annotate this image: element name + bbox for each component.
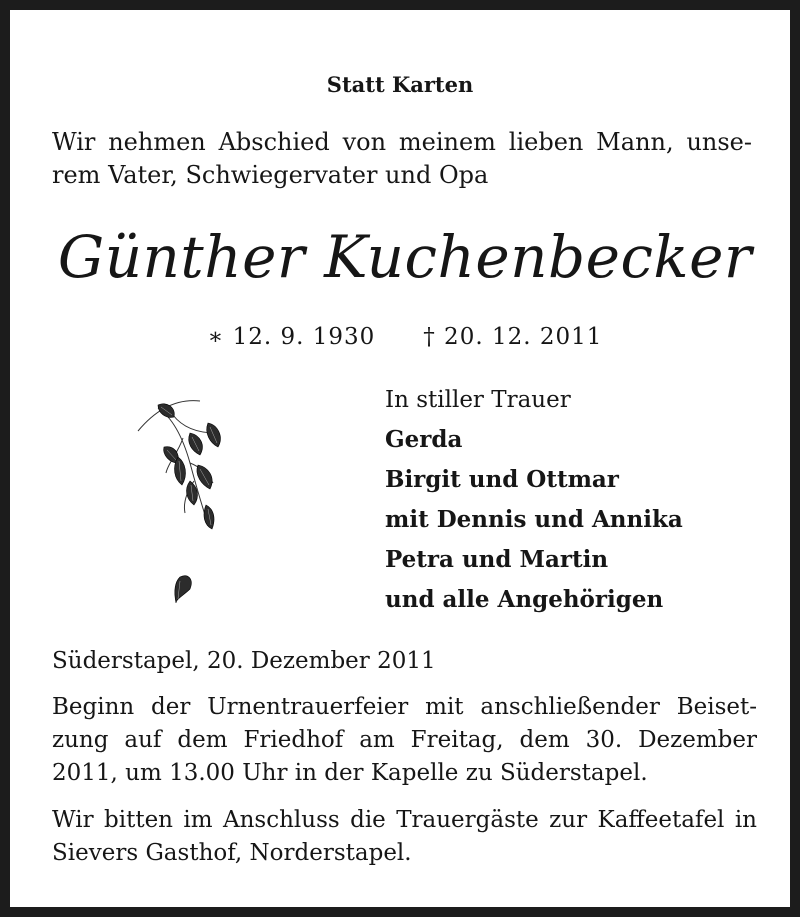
place-and-date: Süderstapel, 20. Dezember 2011 bbox=[52, 648, 436, 674]
service-info bbox=[52, 691, 757, 790]
service-line: Beginn der Urnentrauerfeier mit anschließender Beiset- bbox=[52, 694, 757, 720]
intro-line: Wir nehmen Abschied von meinem lieben Mann, unse- bbox=[52, 128, 752, 156]
intro-line: rem Vater, Schwiegervater und Opa bbox=[52, 161, 489, 189]
deceased-name: Günther Kuchenbecker bbox=[57, 223, 753, 291]
mourner-name: mit Dennis und Annika bbox=[385, 506, 683, 533]
intro-text bbox=[52, 126, 752, 192]
death-date: † 20. 12. 2011 bbox=[423, 324, 603, 350]
mourner-name: Birgit und Ottmar bbox=[385, 466, 619, 493]
service-line: 2011, um 13.00 Uhr in der Kapelle zu Süderstapel. bbox=[52, 760, 648, 786]
invitation-line: Wir bitten im Anschluss die Trauergäste zur Kaffeetafel in bbox=[52, 807, 757, 833]
mourner-name: Petra und Martin bbox=[385, 546, 609, 573]
birch-branch-icon bbox=[128, 393, 238, 613]
mourner-name: und alle Angehörigen bbox=[385, 586, 664, 613]
birth-date: ∗ 12. 9. 1930 bbox=[207, 324, 376, 350]
mourning-intro: In stiller Trauer bbox=[385, 387, 571, 413]
invitation-line: Sievers Gasthof, Norderstapel. bbox=[52, 840, 412, 866]
invitation-info bbox=[52, 804, 757, 870]
service-line: zung auf dem Friedhof am Freitag, dem 30. Dezember bbox=[52, 727, 757, 753]
mourner-name: Gerda bbox=[385, 426, 463, 453]
mourners-block bbox=[385, 380, 683, 620]
life-dates bbox=[10, 324, 800, 350]
notice-heading: Statt Karten bbox=[326, 72, 474, 97]
